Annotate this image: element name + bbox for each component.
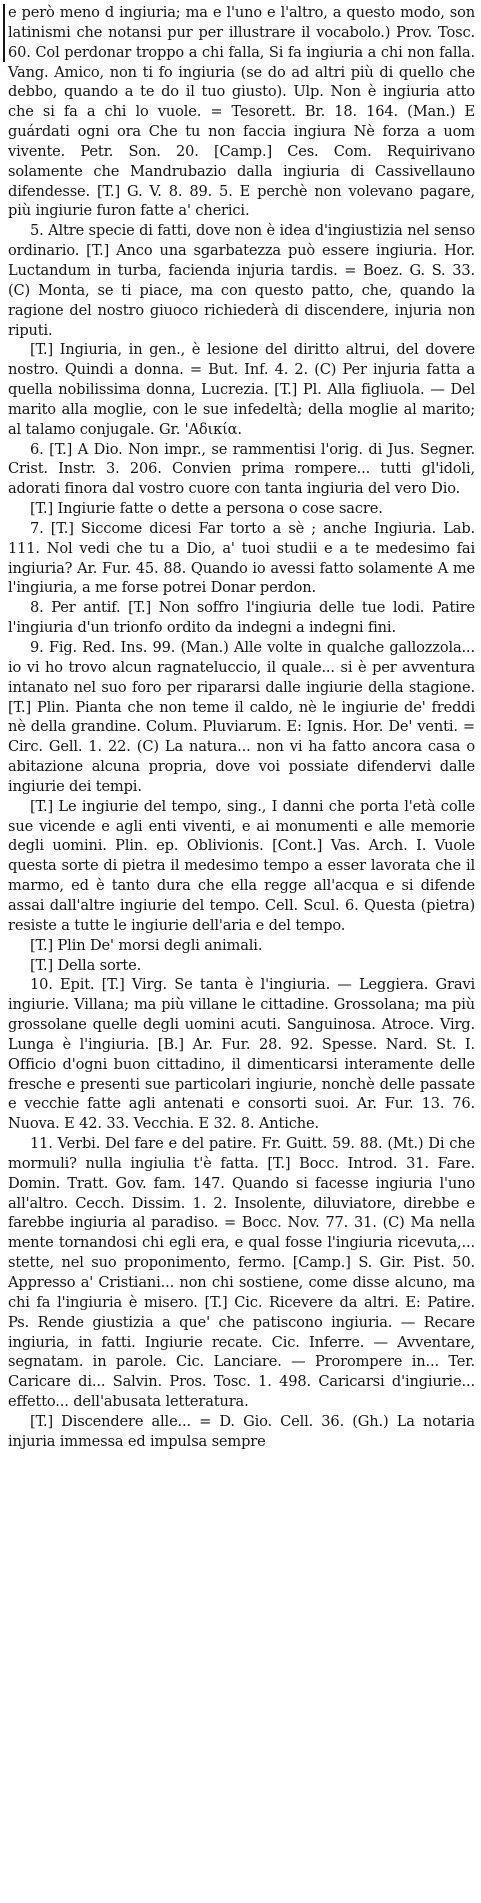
entry-paragraph: [T.] Ingiuria, in gen., è lesione del diritto altrui, del dovere nostro. Quindi a donna. = But. Inf. 4. 2. (C) Per injuria fatta a quella nobilissima donna, Lucrezia. [T.] Pl. Alla figliuola. — Del marito alla moglie, con le sue infedeltà; della moglie al marito; al talamo conjugale. Gr. 'Αδικία.	[8, 341, 475, 438]
entry-paragraph: 5. Altre specie di fatti, dove non è idea d'ingiustizia nel senso ordinario. [T.] Anco una sgarbatezza può essere ingiuria. Hor. Luctandum in turba, facienda injuria tardis. = Boez. G. S. 33. (C) Monta, se ti piace, ma con questo patto, che, quando la ragione del nostro giuoco richiederà di discendere, injuria non riputi.	[8, 222, 475, 339]
entry-paragraph: e però meno d ingiuria; ma e l'uno e l'altro, a questo modo, son latinismi che notansi pur per illustrare il vocabolo.) Prov. Tosc. 60. Col perdonar troppo a chi falla, Si fa ingiuria a chi non falla. Vang. Amico, non ti fo ingiuria (se do ad altri più di quello che debbo, quando a te do il tuo giusto). Ulp. Non è ingiuria atto che si fa a chi lo vuole. = Tesorett. Br. 18. 164. (Man.) E guárdati ogni ora Che tu non faccia ingiura Nè forza a uom vivente. Petr. Son. 20. [Camp.] Ces. Com. Requirivano solamente che Mandrubazio dalla ingiuria di Cassivellauno difendesse. [T.] G. V. 8. 89. 5. E perchè non volevano pagare, più ingiurie furon fatte a' cherici.	[8, 4, 475, 220]
margin-rule	[3, 4, 5, 62]
entry-paragraph: 8. Per antif. [T.] Non soffro l'ingiuria delle tue lodi. Patire l'ingiuria d'un trionfo ordito da indegni a indegni fini.	[8, 599, 475, 637]
entry-paragraph: 10. Epit. [T.] Virg. Se tanta è l'ingiuria. — Leggiera. Gravi ingiurie. Villana; ma più villane le cittadine. Grossolana; ma più grossolane quelle degli uomini acuti. Sanguinosa. Atroce. Virg. Lunga è l'ingiuria. [B.] Ar. Fur. 28. 92. Spesse. Nard. St. I. Officio d'ogni buon cittadino, il dimenticarsi interamente delle fresche e presenti sue particolari ingiurie, nonchè delle passate e vecchie fatte agli antenati e consorti suoi. Ar. Fur. 13. 76. Nuova. E 42. 33. Vecchia. E 32. 8. Antiche.	[8, 976, 475, 1133]
entry-paragraph: [T.] Ingiurie fatte o dette a persona o cose sacre.	[30, 500, 383, 518]
entry-paragraph: [T.] Della sorte.	[30, 956, 142, 974]
entry-paragraph: [T.] Discendere alle... = D. Gio. Cell. 36. (Gh.) La notaria injuria immessa ed impulsa sempre	[8, 1412, 475, 1450]
entry-paragraph: 11. Verbi. Del fare e del patire. Fr. Guitt. 59. 88. (Mt.) Di che mormuli? nulla ingiulia t'è fatta. [T.] Bocc. Introd. 31. Fare. Domin. Tratt. Gov. fam. 147. Quando si facesse ingiuria l'uno all'altro. Cecch. Dissim. 1. 2. Insolente, diluviatore, direbbe e farebbe ingiuria al paradiso. = Bocc. Nov. 77. 31. (C) Ma nella mente tornandosi chi egli era, e qual fosse l'ingiuria ricevuta,... stette, nel suo proponimento, fermo. [Camp.] S. Gir. Pist. 50. Appresso a' Cristiani... non chi sostiene, come disse alcuno, ma chi fa l'ingiuria è misero. [T.] Cic. Ricevere da altri. E: Patire. Ps. Rende giustizia a que' che patiscono ingiuria. — Recare ingiuria, in fatti. Ingiurie recate. Cic. Inferre. — Avventare, segnatam. in parole. Cic. Lanciare. — Prorompere in... Ter. Caricare di... Salvin. Pros. Tosc. 1. 498. Caricarsi d'ingiurie... effetto... dell'abusata letteratura.	[8, 1135, 475, 1411]
entry-paragraph: 7. [T.] Siccome dicesi Far torto a sè ; anche Ingiuria. Lab. 111. Nol vedi che tu a Dio, a' tuoi studii e a te medesimo fai ingiuria? Ar. Fur. 45. 88. Quando io avessi fatto solamente A me l'ingiuria, a me forse potrei Donar perdon.	[8, 519, 475, 597]
entry-paragraph: 9. Fig. Red. Ins. 99. (Man.) Alle volte in qualche gallozzola... io vi ho trovo alcun ragnateluccio, il quale... si è per avventura intanato nel suo foro per ripararsi dalle ingiurie della stagione. [T.] Plin. Pianta che non teme il caldo, nè le ingiurie de' freddi nè della grandine. Colum. Pluviarum. E: Ignis. Hor. De' venti. = Circ. Gell. 1. 22. (C) La natura... non vi ha fatto ancora casa o abitazione alcuna propria, dove voi possiate difendervi dalle ingiurie dei tempi.	[8, 639, 475, 795]
entry-paragraph: 6. [T.] A Dio. Non impr., se rammentisi l'orig. di Jus. Segner. Crist. Instr. 3. 206. Convien prima rompere... tutti gl'idoli, adorati finora dal vostro cuore con tanta ingiuria del vero Dio.	[8, 440, 475, 498]
entry-paragraph: [T.] Plin De' morsi degli animali.	[30, 936, 263, 954]
entry-paragraph: [T.] Le ingiurie del tempo, sing., I danni che porta l'età colle sue vicende e agli enti viventi, e ai monumenti e alle memorie degli uomini. Plin. ep. Oblivionis. [Cont.] Vas. Arch. I. Vuole questa sorte di pietra il medesimo tempo a esser lavorata che il marmo, ed è tanto dura che ella regge all'acqua e si difende assai dall'altre ingiurie del tempo. Cell. Scul. 6. Questa (pietra) resiste a tutte le ingiurie dell'aria e del tempo.	[8, 797, 475, 934]
dictionary-entry-ingiuria	[8, 3, 475, 1452]
